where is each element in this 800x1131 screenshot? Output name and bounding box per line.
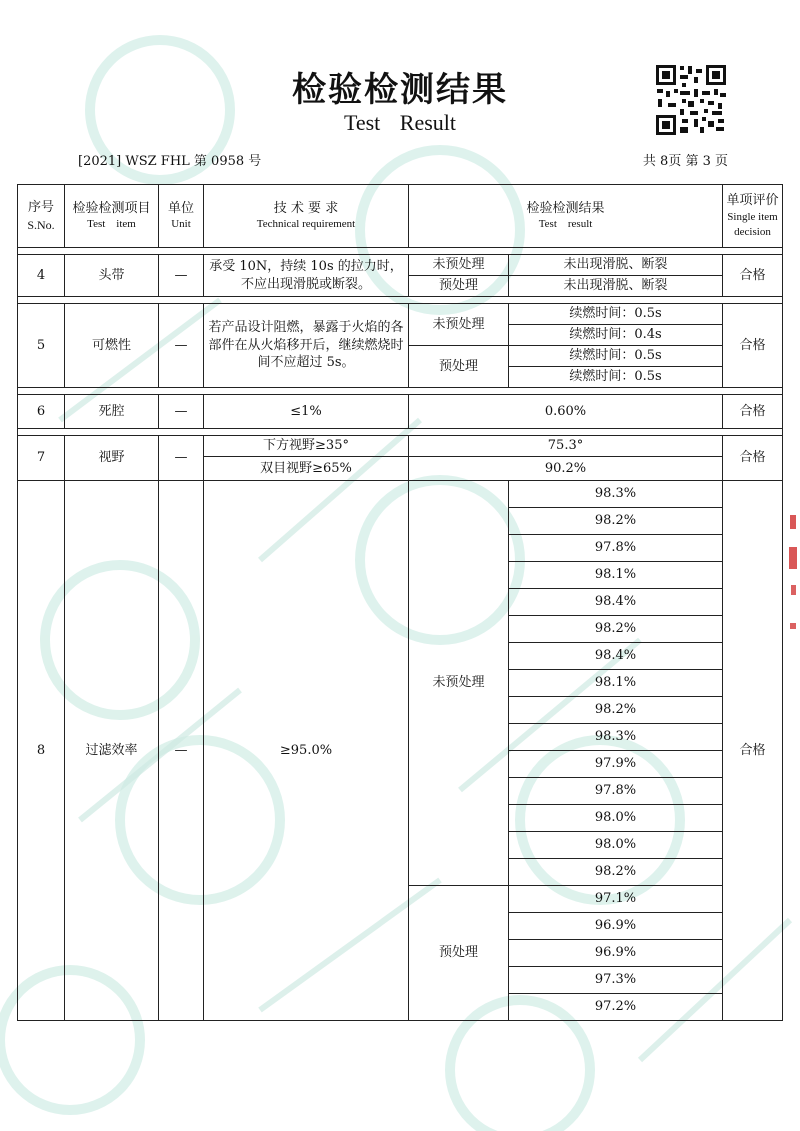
row8-val: 98.4% [509, 643, 723, 670]
row7-requirement1: 下方视野≥35° [204, 436, 409, 457]
row8-val: 98.3% [509, 481, 723, 508]
header-unit-cn: 单位 [167, 200, 194, 216]
row5-decision: 合格 [723, 304, 783, 388]
header-item-en: Test item [87, 218, 136, 231]
row5-cond2: 预处理 [409, 346, 509, 388]
table-row [18, 436, 783, 457]
row4-unit: — [159, 255, 204, 297]
row8-val: 98.4% [509, 589, 723, 616]
gap-cell [18, 429, 783, 436]
row5-val: 续燃时间：0.4s [509, 325, 723, 346]
row4-requirement: 承受 10N，持续 10s 的拉力时，不应出现滑脱或断裂。 [204, 255, 409, 297]
row8-val: 97.8% [509, 778, 723, 805]
row8-val: 98.2% [509, 508, 723, 535]
row6-decision: 合格 [723, 395, 783, 429]
header-requirement [204, 185, 409, 248]
qr-code-icon [654, 63, 728, 137]
row-gap [18, 388, 783, 395]
stamp-edge [788, 515, 798, 635]
row4-decision: 合格 [723, 255, 783, 297]
header-unit [159, 185, 204, 248]
row8-cond2: 预处理 [409, 886, 509, 1021]
row6-requirement: ≤1% [204, 395, 409, 429]
row4-sno: 4 [18, 255, 65, 297]
header-decision-cn: 单项评价 [726, 193, 779, 209]
header-result-en: Test result [538, 218, 593, 231]
row8-decision: 合格 [723, 481, 783, 1021]
header-decision [723, 185, 783, 248]
row4-cond2: 预处理 [409, 276, 509, 297]
row-gap [18, 248, 783, 255]
table-header-row [18, 185, 783, 248]
row7-result2: 90.2% [409, 457, 723, 481]
row7-unit: — [159, 436, 204, 481]
row8-val: 97.3% [509, 967, 723, 994]
header-unit-en: Unit [171, 218, 191, 231]
header-req-en: Technical requirement [256, 218, 356, 231]
row6-result: 0.60% [409, 395, 723, 429]
row8-cond1: 未预处理 [409, 481, 509, 886]
row8-item: 过滤效率 [65, 481, 159, 1021]
header-item-cn: 检验检测项目 [72, 200, 151, 216]
row7-item: 视野 [65, 436, 159, 481]
row8-unit: — [159, 481, 204, 1021]
header-result [409, 185, 723, 248]
gap-cell [18, 388, 783, 395]
header-sno [18, 185, 65, 248]
row5-item: 可燃性 [65, 304, 159, 388]
row8-val: 98.3% [509, 724, 723, 751]
header-result-cn: 检验检测结果 [526, 200, 605, 216]
table-row [18, 255, 783, 276]
row5-requirement: 若产品设计阻燃，暴露于火焰的各部件在从火焰移开后，继续燃烧时间不应超过 5s。 [204, 304, 409, 388]
gap-cell [18, 297, 783, 304]
row8-val: 97.8% [509, 535, 723, 562]
row7-requirement2: 双目视野≥65% [204, 457, 409, 481]
row5-val: 续燃时间：0.5s [509, 367, 723, 388]
table-row [18, 395, 783, 429]
row4-val2: 未出现滑脱、断裂 [509, 276, 723, 297]
page-subtitle: Test Result [343, 110, 457, 135]
row5-val: 续燃时间：0.5s [509, 346, 723, 367]
row8-val: 98.1% [509, 562, 723, 589]
page-title: 检验检测结果 [292, 70, 508, 110]
table-row [18, 304, 783, 325]
row8-val: 97.2% [509, 994, 723, 1021]
row7-sno: 7 [18, 436, 65, 481]
header-req-cn: 技 术 要 求 [273, 200, 339, 216]
row5-val: 续燃时间：0.5s [509, 304, 723, 325]
header-decision-en2: decision [734, 225, 771, 238]
row8-requirement: ≥95.0% [204, 481, 409, 1021]
row8-val: 97.9% [509, 751, 723, 778]
header-sno-en: S.No. [27, 217, 55, 232]
row8-val: 98.0% [509, 805, 723, 832]
table-row [18, 481, 783, 508]
header-sno-cn: 序号 [27, 200, 54, 216]
row8-val: 98.1% [509, 670, 723, 697]
row8-val: 97.1% [509, 886, 723, 913]
row5-cond1: 未预处理 [409, 304, 509, 346]
row6-item: 死腔 [65, 395, 159, 429]
row7-decision: 合格 [723, 436, 783, 481]
row-gap [18, 297, 783, 304]
row4-val1: 未出现滑脱、断裂 [509, 255, 723, 276]
row6-unit: — [159, 395, 204, 429]
gap-cell [18, 248, 783, 255]
result-table [17, 184, 783, 1021]
header-item [65, 185, 159, 248]
row6-sno: 6 [18, 395, 65, 429]
row8-val: 98.2% [509, 616, 723, 643]
header-decision-en1: Single item [727, 210, 778, 223]
row5-unit: — [159, 304, 204, 388]
row7-result1: 75.3° [409, 436, 723, 457]
row8-val: 98.0% [509, 832, 723, 859]
row8-sno: 8 [18, 481, 65, 1021]
row4-cond1: 未预处理 [409, 255, 509, 276]
row5-sno: 5 [18, 304, 65, 388]
page-info: 共 8页 第 3 页 [642, 154, 728, 169]
row4-item: 头带 [65, 255, 159, 297]
document-number: [2021] WSZ FHL 第 0958 号 [78, 154, 262, 169]
row-gap [18, 429, 783, 436]
row8-val: 98.2% [509, 859, 723, 886]
row8-val: 96.9% [509, 940, 723, 967]
row8-val: 98.2% [509, 697, 723, 724]
row8-val: 96.9% [509, 913, 723, 940]
